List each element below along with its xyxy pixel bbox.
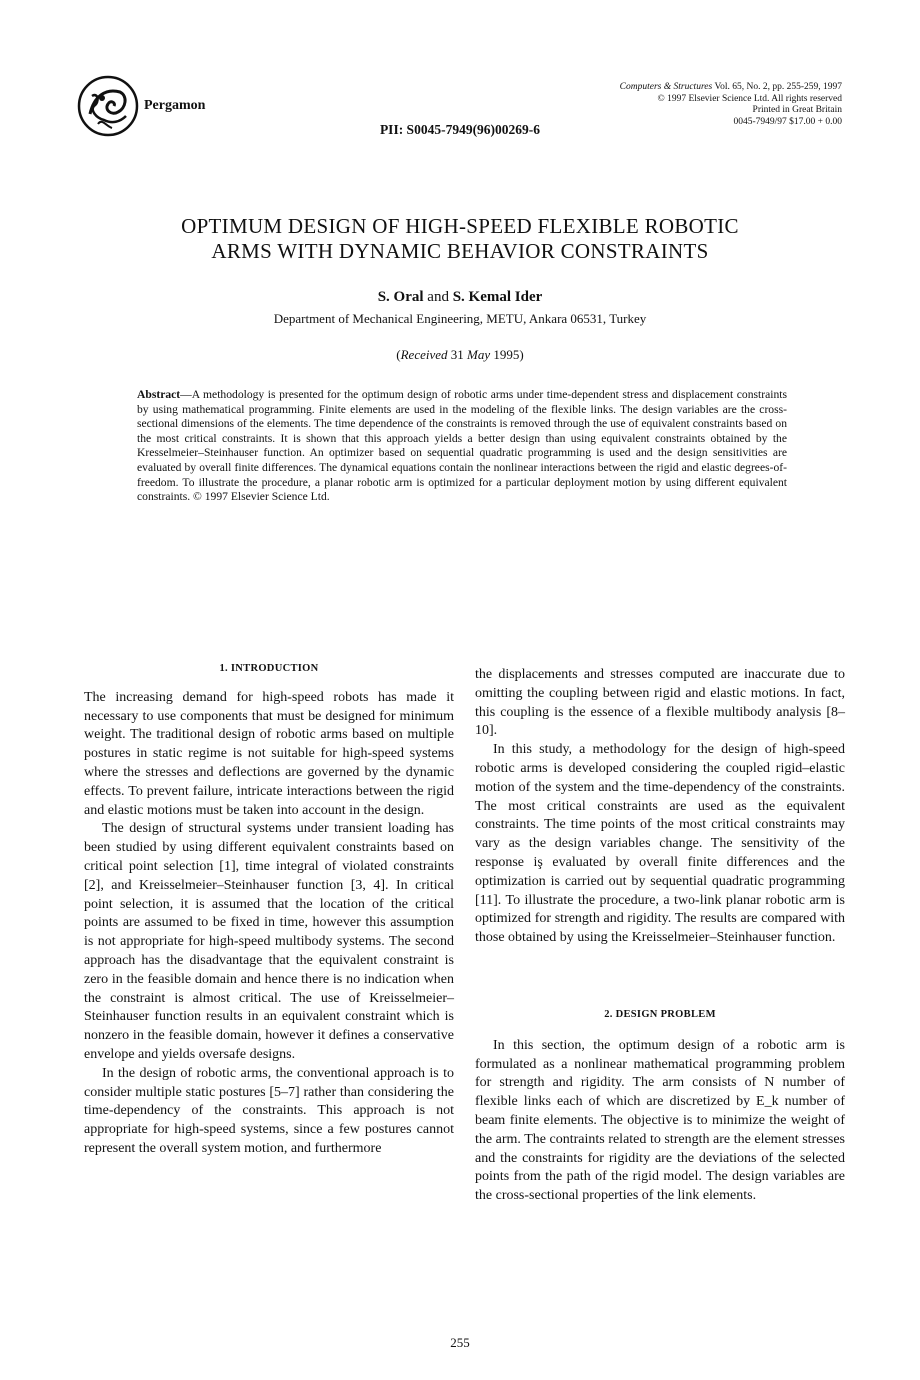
pii-code: PII: S0045-7949(96)00269-6 (379, 122, 541, 137)
intro-paragraph-3: In the design of robotic arms, the conventional approach is to consider multiple static postures [5–7] rather than considering the time-dependency of the constraints. This approach is not appropriate for high-speed systems, since a few postures cannot represent the overall system motion, and furthermore (84, 1065, 454, 1156)
author-1: S. Oral (377, 289, 424, 305)
authors (0, 289, 920, 306)
abstract (137, 388, 787, 505)
section-2-heading: 2. DESIGN PROBLEM (604, 1008, 716, 1020)
intro-paragraph-5: In this study, a methodology for the design of high-speed robotic arms is developed considering the coupled rigid–elastic motion of the system and the time-dependency of the constraints. The most critical constraints are used as the equivalent constraints. The time points of the most critical constraints may vary as the design variables change. The sensitivity of the response iş evaluated by overall finite differences and the optimization is carried out by sequential quadratic programming [11]. To illustrate the procedure, a two-link planar robotic arm is optimized for strength and rigidity. The results are compared with those obtained by using the Kreisselmeier–Steinhauser function. (475, 742, 845, 946)
paper-title (100, 214, 820, 264)
received-year: 1995 (493, 347, 520, 362)
intro-paragraph-4: the displacements and stresses computed are inaccurate due to omitting the coupling between rigid and elastic motions. In fact, this coupling is the essence of a flexible multibody analysis [8–10]. (475, 667, 845, 739)
authors-conjunction: and (427, 289, 449, 305)
price-line: 0045-7949/97 $17.00 + 0.00 (733, 116, 842, 127)
design-paragraph-1: In this section, the optimum design of a robotic arm is formulated as a nonlinear mathematical programming problem for strength and rigidity. The arm consists of N number of flexible links each of which are discretized by E_k number of beam finite elements. The objective is to minimize the weight of the arm. The contraints related to strength are the element stresses and the constraints for rigidity are the deviations of the selected points from the path of the rigid model. The design variables are the cross-sectional properties of the link elements. (475, 1037, 845, 1204)
section-1-heading: 1. INTRODUCTION (219, 663, 319, 674)
affiliation: Department of Mechanical Engineering, METU, Ankara 06531, Turkey (273, 311, 647, 326)
page-number: 255 (450, 1335, 470, 1350)
received-month: May (467, 347, 491, 362)
received-day: 31 (450, 347, 464, 362)
author-2: S. Kemal Ider (452, 289, 543, 305)
printed-line: Printed in Great Britain (752, 105, 842, 115)
abstract-label: Abstract (137, 388, 181, 401)
left-column (84, 660, 454, 1159)
received-label: Received (400, 347, 448, 362)
abstract-text: —A methodology is presented for the optimum design of robotic arms under time-dependent stress and displacement constraints by using mathematical programming. Finite elements are used in the modeling of the flexible links. The design variables are the cross-sectional dimensions of the elements. The time dependence of the constraints is removed through the use of equivalent constraints based on the most critical constraints. It is shown that this approach yields a better design than using equivalent constraints obtained by the Kresselmeier–Steinhauser function. An optimizer based on sequential quadratic programming is used and the design sensitivities are evaluated by overall finite differences. The dynamical equations contain the nonlinear interactions between the rigid and elastic degrees-of-freedom. To illustrate the procedure, a planar robotic arm is optimized for a particular deployment motion by using different equivalent constraints. © 1997 Elsevier Science Ltd. (137, 388, 787, 504)
title-line-2: ARMS WITH DYNAMIC BEHAVIOR CONSTRAINTS (211, 239, 709, 263)
copyright-line: © 1997 Elsevier Science Ltd. All rights reserved (657, 93, 842, 104)
right-column (475, 666, 845, 1206)
journal-volume: Vol. 65, No. 2, pp. 255-259, 1997 (714, 82, 842, 92)
received-date: (Received 31 May 1995) (396, 347, 524, 362)
journal-info (620, 82, 842, 128)
journal-name: Computers & Structures (619, 82, 713, 92)
intro-paragraph-2: The design of structural systems under transient loading has been studied by using different equivalent constraints based on critical point selection [1], time integral of violated constraints [2], and Kreisselmeier–Steinhauser function [3, 4]. In critical point selection, it is assumed that the location of the critical points are assumed to be fixed in time, however this assumption is not appropriate for high-speed multibody systems. The second approach has the disadvantage that the equivalent constraint is zero in the feasible domain and hence there is no indication when the constraint is almost critical. The use of Kreisselmeier–Steinhauser function results in an equivalent constraint which is nonzero in the feasible domain, however it defines a conservative envelope and yields oversafe designs. (84, 821, 454, 1062)
intro-paragraph-1: The increasing demand for high-speed robots has made it necessary to use components that must be designed for minimum weight. The traditional design of robotic arms based on multiple postures in static regime is not suitable for high-speed systems where the stresses and deflections are governed by the dynamic effects. To prevent failure, intricate interactions between the rigid and elastic motions must be taken into account in the design. (84, 689, 454, 818)
publisher-name: Pergamon (144, 98, 206, 113)
title-line-1: OPTIMUM DESIGN OF HIGH-SPEED FLEXIBLE ROBOTIC (181, 214, 739, 238)
